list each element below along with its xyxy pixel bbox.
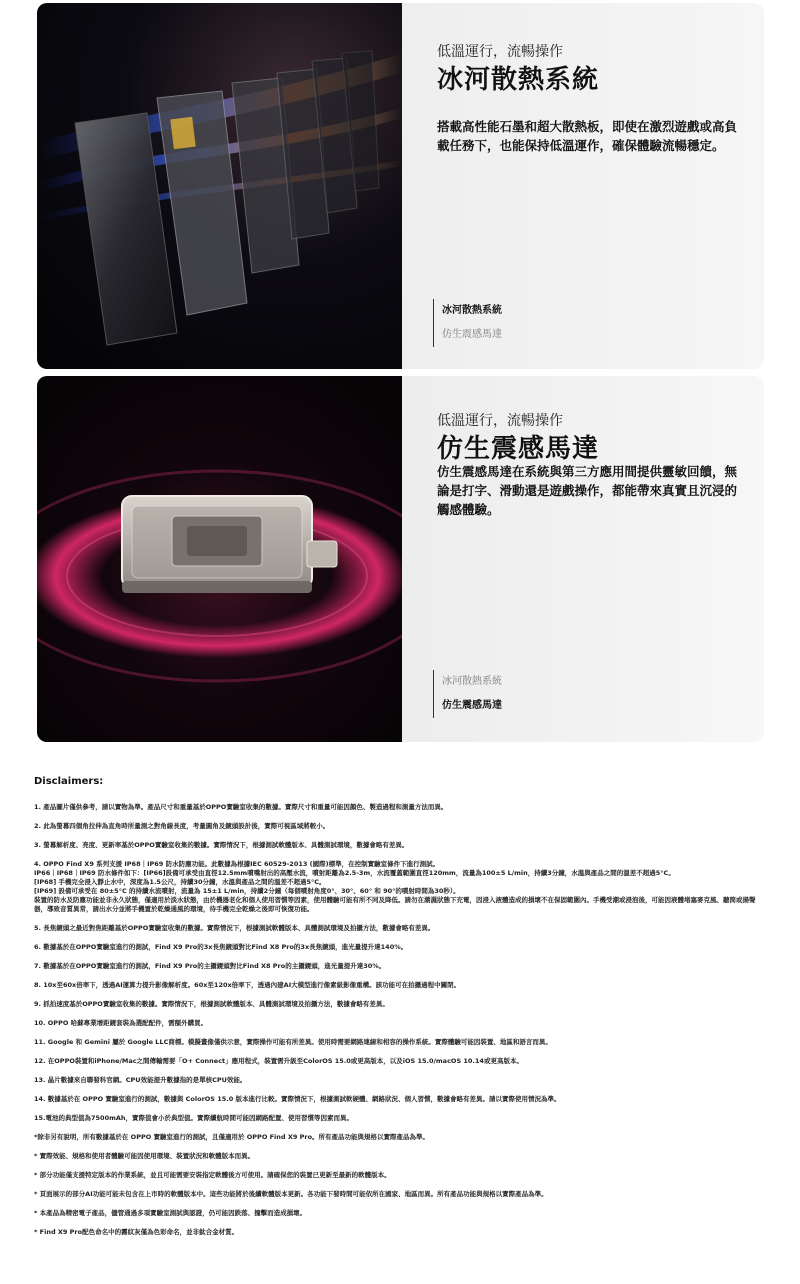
haptic-title: 仿生震感馬達: [437, 434, 600, 464]
disclaimer-item: 1. 產品圖片僅供參考，請以實物為準。產品尺寸和重量基於OPPO實驗室收集的數據。實際尺寸和重量可能因顏色、製造過程和測量方法而異。: [34, 803, 448, 811]
disclaimer-item: 14. 數據基於在 OPPO 實驗室進行的測試，數據與 ColorOS 15.0 版本進行比較。實際情況下，根據測試軟硬體、網路狀況、個人習慣，數據會略有差異。請以實際使用情況為準。: [34, 1095, 561, 1103]
disclaimer-item: 12. 在OPPO裝置和iPhone/Mac之間傳輸需要「O+ Connect」應用程式，裝置需升級至ColorOS 15.0或更高版本，以及iOS 15.0/macOS 10.14或更高版本。: [34, 1057, 523, 1065]
disclaimer-item: 2. 此為螢幕四個角拉伸為直角時所量測之對角線長度，考量圓角及鏡頭設計後，實際可視區域將較小。: [34, 822, 330, 830]
disclaimer-item: * 本產品為精密電子產品，儘管通過多項實驗室測試與認證，仍可能因跌落、撞擊而造成損壞。: [34, 1209, 307, 1217]
cooling-title: 冰河散熱系統: [437, 65, 600, 95]
disclaimer-item: 3. 螢幕解析度、亮度、更新率基於OPPO實驗室收集的數據。實際情況下，根據測試軟體版本、具體測試環境，數據會略有差異。: [34, 841, 409, 849]
disclaimers-list: [34, 803, 764, 1237]
cooling-text-panel: [402, 3, 764, 369]
haptic-feature-tabs: [433, 670, 502, 718]
disclaimers-title: Disclaimers:: [34, 776, 104, 787]
cooling-eyebrow: 低溫運行，流暢操作: [437, 44, 563, 60]
disclaimer-item: 7. 數據基於在OPPO實驗室進行的測試，Find X9 Pro的主攝鏡頭對比Find X8 Pro的主攝鏡頭，進光量提升達30%。: [34, 962, 386, 970]
cooling-card: [37, 3, 764, 369]
disclaimer-item: * Find X9 Pro配色命名中的霧紋灰僅為色彩命名，並非鈦合金材質。: [34, 1228, 239, 1236]
haptic-description: 仿生震感馬達在系統與第三方應用間提供靈敏回饋，無論是打字、滑動還是遊戲操作，都能帶來真實且沉浸的觸感體驗。: [437, 464, 738, 517]
haptic-text-panel: [402, 376, 764, 742]
disclaimer-item: *除非另有說明，所有數據基於在 OPPO 實驗室進行的測試，且僅適用於 OPPO Find X9 Pro。所有產品功能與規格以實際產品為準。: [34, 1133, 430, 1141]
disclaimer-item: 5. 長焦鏡頭之最近對焦距離基於OPPO實驗室收集的數據。實際情況下，根據測試軟體版本、具體測試環境及拍攝方法，數據會略有差異。: [34, 924, 435, 932]
disclaimer-item: * 部分功能僅支援特定版本的作業系統，並且可能需要安裝指定軟體後方可使用。請確保您的裝置已更新至最新的軟體版本。: [34, 1171, 391, 1179]
haptic-card: [37, 376, 764, 742]
cooling-feature-tabs: [433, 299, 502, 347]
tab-cooling-system[interactable]: 冰河散熱系統: [442, 676, 502, 687]
haptic-motor-image: [37, 376, 402, 742]
cooling-system-image: [37, 3, 402, 369]
disclaimer-item: 9. 抓拍速度基於OPPO實驗室收集的數據。實際情況下，根據測試軟體版本、具體測試環境及拍攝方法，數據會略有差異。: [34, 1000, 389, 1008]
disclaimer-item: 6. 數據基於在OPPO實驗室進行的測試，Find X9 Pro的3x長焦鏡頭對比Find X8 Pro的3x長焦鏡頭，進光量提升達140%。: [34, 943, 408, 951]
disclaimers-section: [34, 776, 764, 1247]
cooling-description: 搭載高性能石墨和超大散熱板，即使在激烈遊戲或高負載任務下，也能保持低溫運作，確保體驗流暢穩定。: [437, 119, 738, 153]
disclaimer-item: 10. OPPO 哈蘇專業增距鏡套裝為選配配件，需額外購買。: [34, 1019, 208, 1027]
disclaimer-item: 4. OPPO Find X9 系列支援 IP68｜IP69 防水防塵功能。此數據為根據IEC 60529-2013 (國際)標準，在控制實驗室條件下進行測試。 IP66｜IP68｜IP69 防水條件如下：[IP66]設備可承受由直徑12.5mm噴嘴射出的高壓水流，噴射距離為2.5-3m，水流覆蓋範圍直徑120mm，流量為100±5 L/min，持續3分鐘，水溫與產品之間的溫差不超過5°C。 [IP68] 手機完全浸入靜止水中，深度為1.5公尺，持續30分鐘，水溫與產品之間的溫差不超過5°C。 [IP69] 設備可承受在 80±5°C 的持續水流噴射，流量為 15±1 L/min，持續2分鐘（每個噴射角度0°、30°、60° 和 90°的噴射時間為30秒）。 裝置的防水及防塵功能並非永久狀態，僅適用於淡水狀態，由於機器老化和個人使用習慣等因素，使用體驗可能有所不同及降低。請勿在潮濕狀態下充電，因浸入液體造成的損壞不在保固範圍內。手機受潮或浸泡後，可能因液體堵塞麥克風、聽筒或揚聲器，導致音質異常，請出水分並將手機置於乾燥通風的環境，待手機完全乾燥之後即可恢復功能。: [34, 860, 756, 913]
tab-haptic-motor[interactable]: 仿生震感馬達: [442, 329, 502, 340]
tab-haptic-motor[interactable]: 仿生震感馬達: [442, 700, 502, 711]
disclaimer-item: 15.電池的典型值為7500mAh，實際值會小於典型值。實際續航時間可能因網路配置、使用習慣等因素而異。: [34, 1114, 354, 1122]
disclaimer-item: 11. Google 和 Gemini 屬於 Google LLC商標。模擬畫像僅供示意，實際操作可能有所差異。使用時需要網路連線和相容的操作系統。實際體驗可能因裝置、地區和語言而異。: [34, 1038, 552, 1046]
disclaimer-item: 13. 晶片數據來自聯發科官網。CPU效能提升數據指的是單核CPU效能。: [34, 1076, 247, 1084]
disclaimer-item: 8. 10x至60x倍率下，透過AI運算力提升影像解析度。60x至120x倍率下，透過內建AI大模型進行像素級影像重構。該功能可在拍攝過程中關閉。: [34, 981, 461, 989]
disclaimer-item: * 頁面展示的部分AI功能可能未包含在上市時的軟體版本中。這些功能將於後續軟體版本更新。各功能下發時間可能依所在國家、地區而異。所有產品功能與規格以實際產品為準。: [34, 1190, 548, 1198]
disclaimer-item: * 實際效能、規格和使用者體驗可能因使用環境、裝置狀況和軟體版本而異。: [34, 1152, 255, 1160]
haptic-eyebrow: 低溫運行，流暢操作: [437, 413, 563, 429]
tab-cooling-system[interactable]: 冰河散熱系統: [442, 305, 502, 316]
